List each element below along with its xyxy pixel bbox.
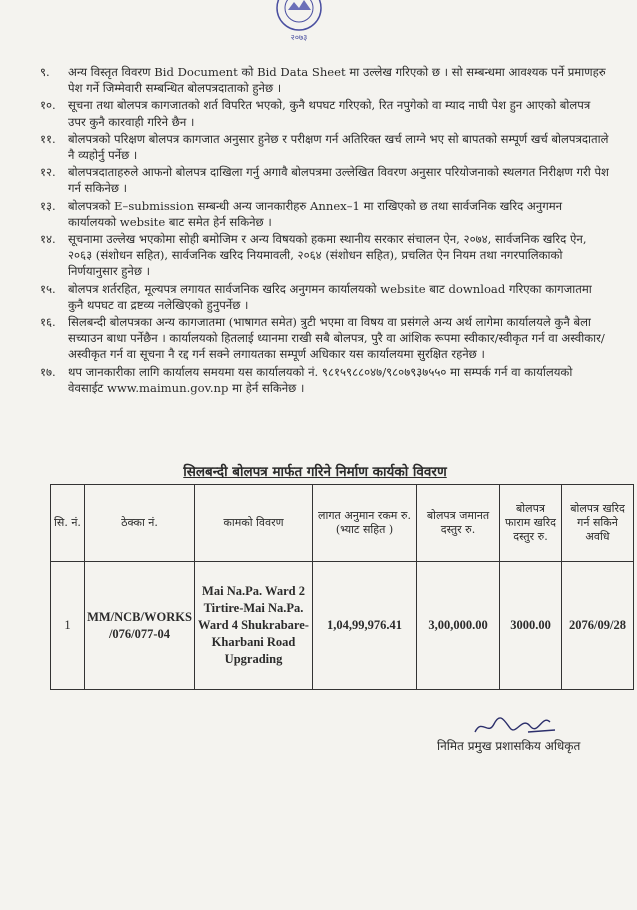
list-item: [40, 281, 610, 313]
officer-title: निमित प्रमुख प्रशासकिय अधिकृत: [437, 739, 581, 753]
list-item: [40, 97, 610, 129]
list-item: [40, 231, 610, 280]
list-item: [40, 314, 610, 363]
item-number: १७.: [40, 364, 56, 379]
item-text: सूचनामा उल्लेख भएकोमा सोही बमोजिम र अन्य विषयको हकमा स्थानीय सरकार संचालन ऐन, २०७४, सार्वजनिक खरिद ऐन, २०६३ (संशोधन सहित), सार्वजनिक खरिद नियमावली, २०६४ (संशोधन सहित), प्रचलित ऐन नियम तथा नगरपालिकाको निर्णयानुसार हुनेछ ।: [68, 232, 587, 279]
item-text: सूचना तथा बोलपत्र कागजातको शर्त विपरित भएको, कुनै थपघट गरिएको, रित नपुगेको वा म्याद नाघी पेश हुन आएको बोलपत्र उपर कुनै कारवाही गरिने छैन ।: [68, 98, 591, 129]
list-item: [40, 64, 610, 96]
list-item: [40, 198, 610, 230]
cell-form-fee: 3000.00: [500, 562, 562, 690]
col-header-contract-no: ठेक्का नं.: [85, 485, 195, 562]
item-number: १२.: [40, 165, 56, 180]
col-header-cost-estimate: लागत अनुमान रकम रु. (भ्याट सहित ): [313, 485, 417, 562]
table-header-row: [51, 485, 634, 562]
item-text: बोलपत्रदाताहरुले आफनो बोलपत्र दाखिला गर्नु अगावै बोलपत्रमा उल्लेखित विवरण अनुसार परियोजनाको स्थलगत निरीक्षण गरी पेश गर्न सकिनेछ ।: [68, 165, 609, 196]
col-header-sn: सि. नं.: [51, 485, 85, 562]
works-table: [50, 484, 634, 690]
table-row: [51, 562, 634, 690]
col-header-purchase-deadline: बोलपत्र खरिद गर्न सकिने अवधि: [562, 485, 634, 562]
notice-items: [40, 64, 610, 397]
item-number: ९.: [40, 65, 50, 79]
item-number: १४.: [40, 232, 56, 247]
item-number: १५.: [40, 281, 56, 296]
signature: [470, 710, 560, 740]
item-text: थप जानकारीका लागि कार्यालय समयमा यस कार्यालयको नं. ९८१५९८८०४७/९८०७९३७५५० मा सम्पर्क गर्न वा कार्यालयको वेवसाईट www.maimun.gov.np मा हेर्न सकिनेछ ।: [68, 364, 573, 395]
item-text: सिलबन्दी बोलपत्रका अन्य कागजातमा (भाषागत समेत) त्रुटी भएमा वा विषय वा प्रसंगले अन्य अर्थ लागेमा कार्यालयले कुनै बेला सच्याउन बाधा पर्नेछैन । कार्यालयको हितलाई ध्यानमा राखी सबै बोलपत्र, पुरै वा आंशिक रूपमा स्वीकार/स्वीकृत गर्न वा अस्वीकार/अस्वीकृत गर्न वा सूचना नै रद्द गर्न सक्ने लगायतका सम्पूर्ण अधिकार यस कार्यालयमा सुरक्षित रहनेछ ।: [68, 315, 605, 362]
item-text: बोलपत्रको E–submission सम्बन्धी अन्य जानकारीहरु Annex–1 मा राखिएको छ तथा सार्वजनिक खरिद अनुगमन कार्यालयको website बाट समेत हेर्न सकिनेछ ।: [68, 198, 563, 229]
cell-description: Mai Na.Pa. Ward 2 Tirtire-Mai Na.Pa. Ward 4 Shukrabare-Kharbani Road Upgrading: [195, 562, 313, 690]
col-header-description: कामको विवरण: [195, 485, 313, 562]
cell-sn: 1: [51, 562, 85, 690]
item-number: १६.: [40, 315, 56, 330]
list-item: [40, 164, 610, 196]
cell-contract-no: MM/NCB/WORKS /076/077-04: [85, 562, 195, 690]
cell-purchase-deadline: 2076/09/28: [562, 562, 634, 690]
col-header-bid-security: बोलपत्र जमानत दस्तुर रु.: [417, 485, 500, 562]
item-text: बोलपत्र शर्तरहित, मूल्यपत्र लगायत सार्वजनिक खरिद अनुगमन कार्यालयको website बाट download गरिएका कागजातमा कुनै थपघट वा द्रष्टव्य नलेखिएको हुनुपर्नेछ ।: [68, 281, 592, 312]
item-text: अन्य विस्तृत विवरण Bid Document को Bid Data Sheet मा उल्लेख गरिएको छ । सो सम्बन्धमा आवश्यक पर्ने प्रमाणहरु पेश गर्ने जिम्मेवारी सम्बन्धित बोलपत्रदाताको हुनेछ ।: [68, 65, 606, 96]
cell-bid-security: 3,00,000.00: [417, 562, 500, 690]
municipality-seal-logo: [258, 0, 340, 46]
svg-text:२०७३: २०७३: [290, 33, 308, 42]
item-number: ११.: [40, 131, 56, 146]
item-number: १०.: [40, 98, 56, 113]
table-title: सिलबन्दी बोलपत्र मार्फत गरिने निर्माण कार्यको विवरण: [183, 464, 447, 480]
list-item: [40, 364, 610, 396]
item-text: बोलपत्रको परिक्षण बोलपत्र कागजात अनुसार हुनेछ र परीक्षण गर्न अतिरिक्त खर्च लाग्ने भए सो बापतको सम्पूर्ण खर्च बोलपत्रदाताले नै व्यहोर्नु पर्नेछ ।: [68, 131, 609, 163]
list-item: [40, 131, 610, 163]
item-number: १३.: [40, 198, 56, 213]
cell-cost-estimate: 1,04,99,976.41: [313, 562, 417, 690]
col-header-form-fee: बोलपत्र फाराम खरिद दस्तुर रु.: [500, 485, 562, 562]
